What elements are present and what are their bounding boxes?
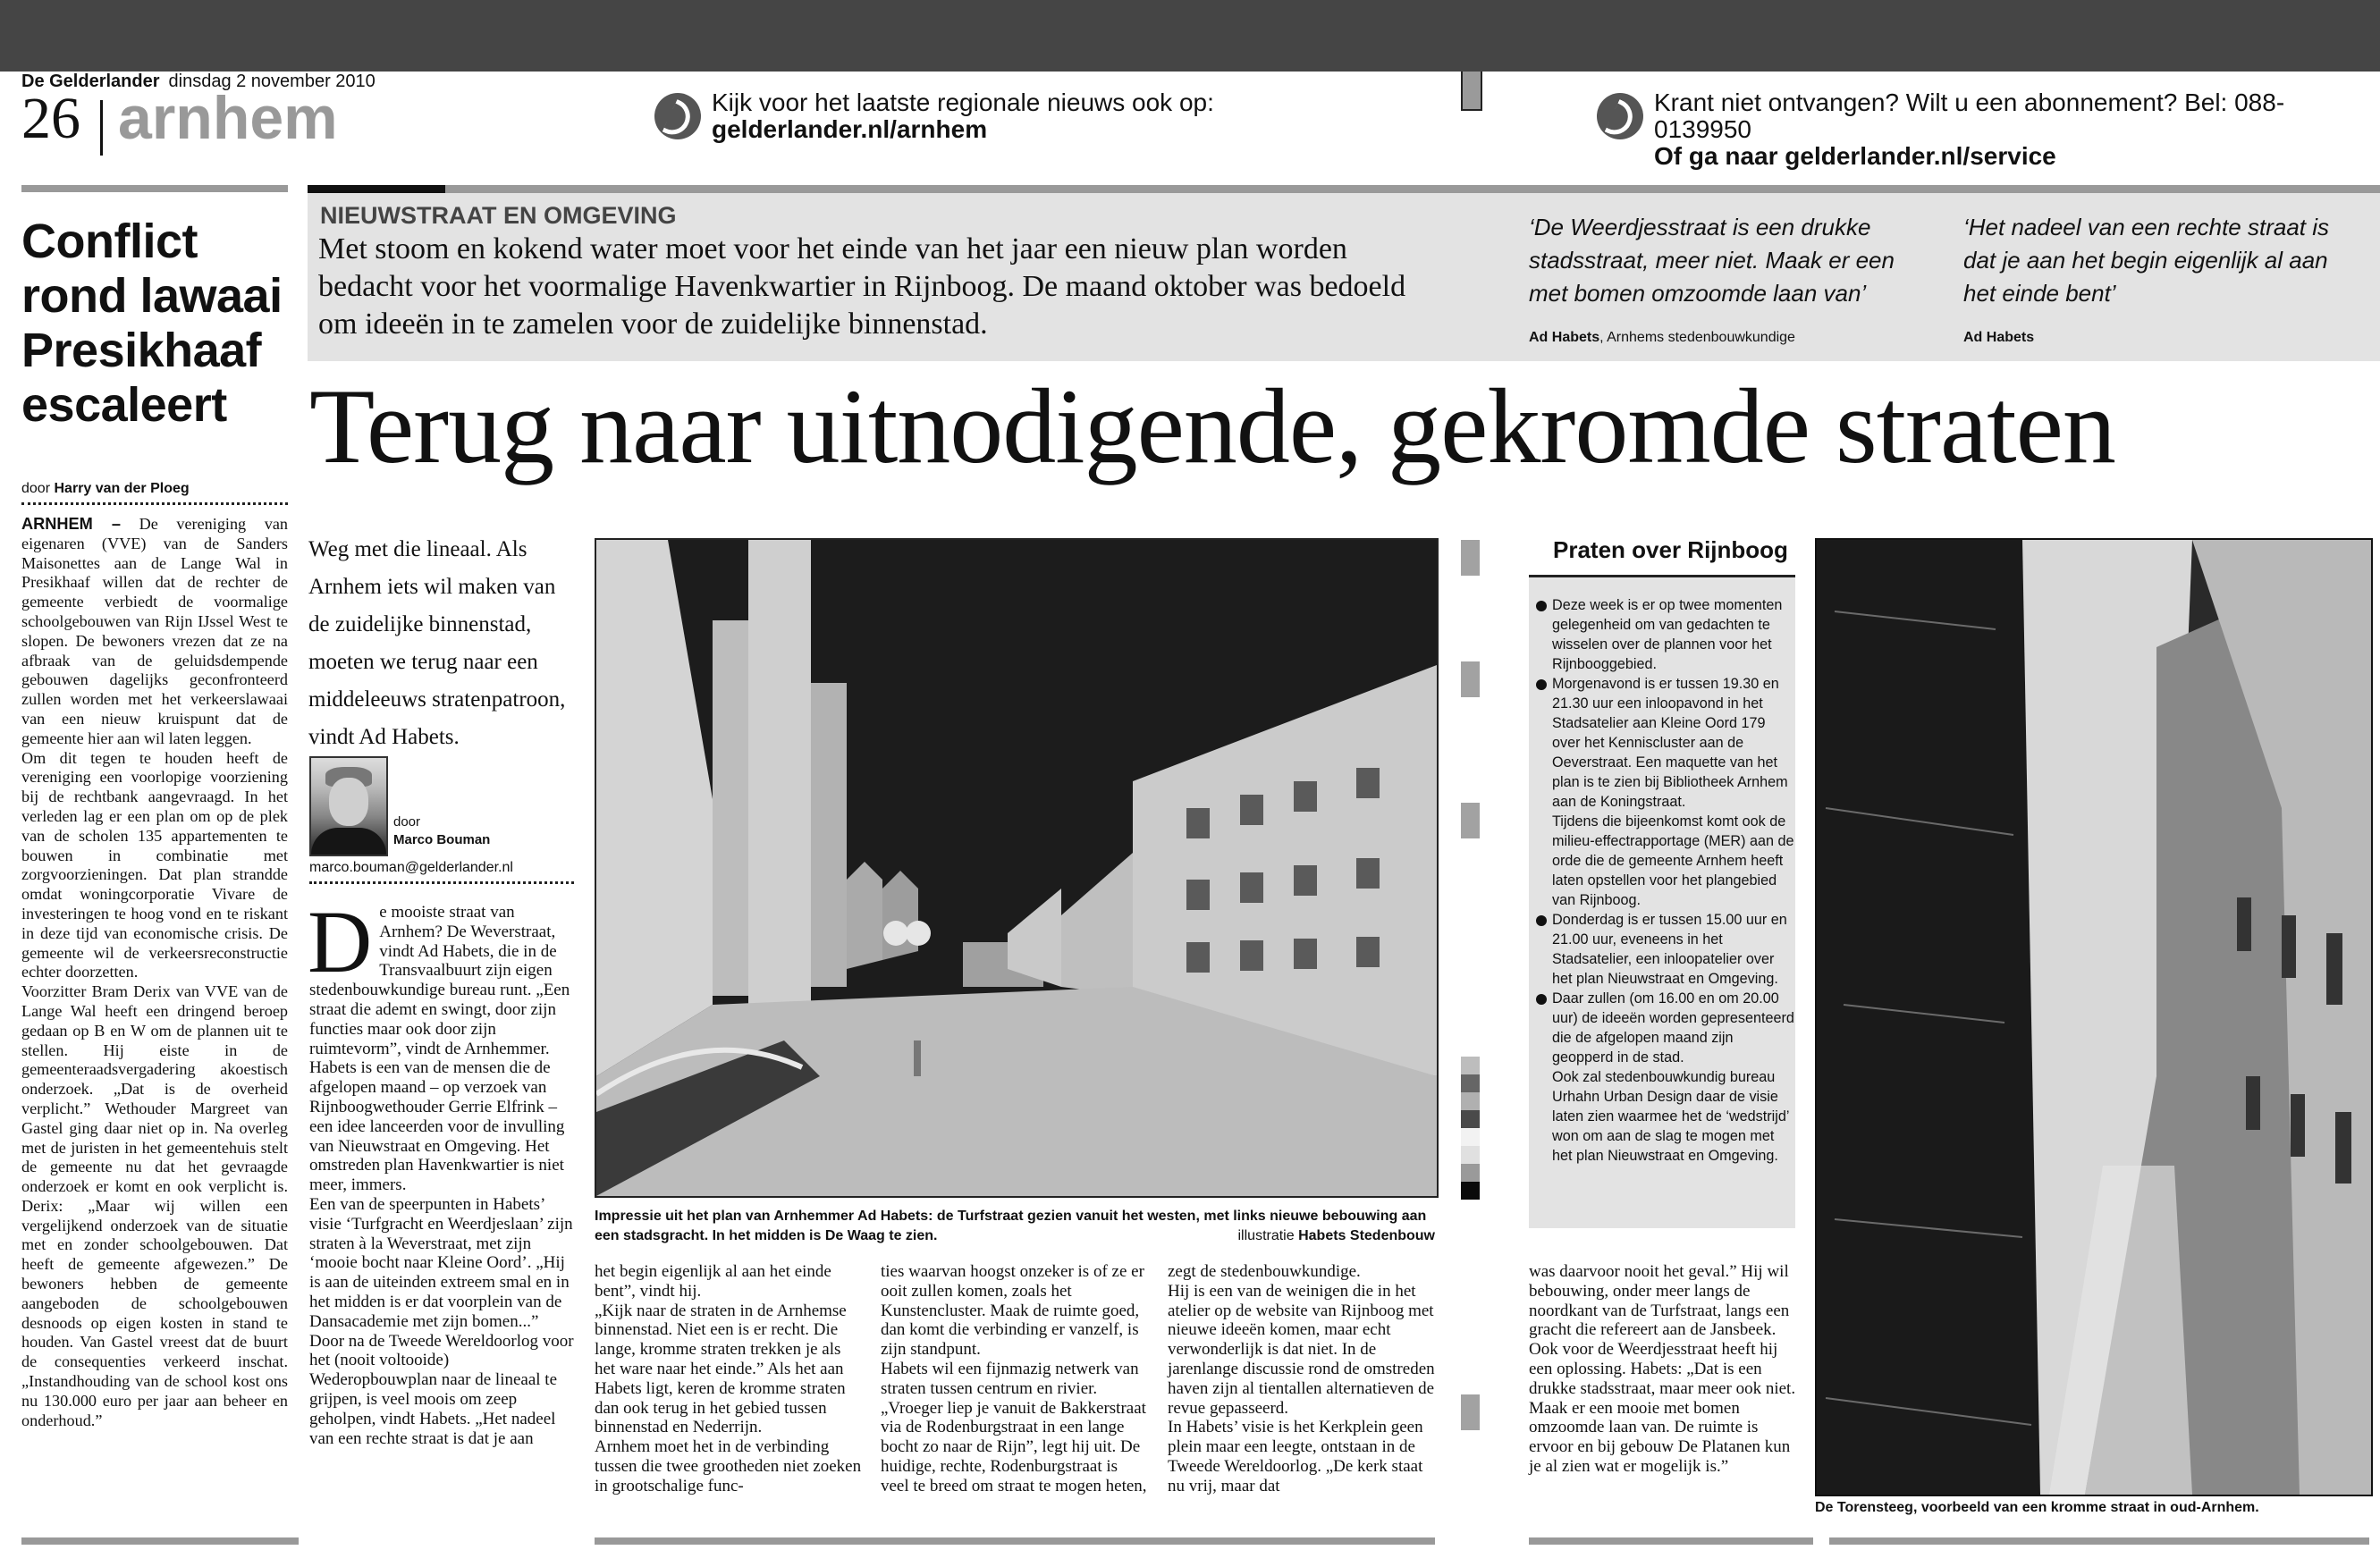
paragraph: ties waarvan hoogst onzeker is of ze er ooit zullen komen, zoals het Kunstencluster. Maak de ruimte goed, dan komt die verbinding er vanzelf, is zijn standpunt. [881,1262,1144,1360]
author-prefix: door [393,814,421,830]
paragraph: Een van de speerpunten in Habets’ visie ‘Turfgracht en Weerdjeslaan’ zijn straten à la Weverstraat, met zijn ‘mooie bocht naar Kleine Oord’. „Hij is aan de uiteinden extreem smal en in het midden is er dat voorplein van de Dansacademie met zijn bomen...” [309,1194,573,1331]
print-marker [1461,803,1480,838]
article-column-4 [1168,1262,1436,1496]
render-caption [595,1207,1435,1246]
paragraph: Voorzitter Bram Derix van VVE van de Lange Wal heeft een dringend beroep gedaan op B en W om de plannen uit te stellen. Hij eiste in de gemeenteraadsvergadering akoestisch onderzoek. „Dat is de overheid verplicht.” Wethouder Margreet van Gastel ging daar niet op in. Na overleg met de juristen in het gemeentehuis stelt de gemeente nu dat het gevraagde onderzoek er komt en ook verplicht is. Derix: „Maar wij willen een vergelijkend onderzoek van de situatie met en zonder schoolgebouwen. Dat heeft de gemeente afgewezen.” De bewoners hebben de gemeente aangeboden de schoolgebouwen desnoods op eigen kosten in stand te houden. Van Gastel vreest dat de buurt de consequenties verkeerd inschat. „Instandhouding van de school kost ons nu 130.000 euro per jaar aan beheer en onderhoud.” [21,982,288,1429]
author-byline [393,813,490,849]
paragraph: e mooiste straat van Arnhem? De Weverstraat, vindt Ad Habets, die in de Transvaalbuurt zijn eigen stedenbouwkundige bureau runt. „Een straat die ademt en swingt, door zijn functies maar ook door zijn ruimtevorm”, vindt de Arnhemmer. [309,903,570,1058]
promo-news-link[interactable]: gelderlander.nl/arnhem [712,115,988,143]
quote-attribution: Ad Habets [1963,330,2035,345]
info-list-item: Ook zal stedenbouwkundig bureau Urhahn Urban Design daar de visie laten zien waarmee het de ‘wedstrijd’ won om aan de slag te mogen met het plan Nieuwstraat en Omgeving. [1552,1069,1789,1164]
page-number: 26 [21,86,80,151]
pull-quote-2 [1963,211,2339,346]
dotted-divider [21,502,288,505]
info-list [1529,577,1795,1166]
author-email[interactable]: marco.bouman@gelderlander.nl [309,860,513,875]
paragraph: Om dit tegen te houden heeft de vereniging een voorlopige voorziening bij de rechtbank aangevraagd. In het verleden lag er een plan om op de plek van de scholen 135 appartementen te bouwen in combinatie met zorgvoorzieningen. Dat plan strandde omdat woningcorporatie Vivare de investeringen te hoog vond en te riskant in deze tijd van economische crisis. De gemeente wil de verkeersreconstructie echter doorzetten. [21,748,288,981]
kicker: NIEUWSTRAAT EN OMGEVING [320,202,677,229]
promo-service-link[interactable]: Of ga naar gelderlander.nl/service [1654,142,2056,170]
article-column-2 [595,1262,863,1496]
paragraph: Ook voor de Weerdjesstraat heeft hij een oplossing. Habets: „Dat is een drukke stadsstraat, maar meer ook niet. Maak er een mooie met bomen omzoomde laan van. De ruimte is ervoor en bij gebouw De Platanen kun je al zien wat er mogelijk is.” [1529,1340,1796,1476]
bottom-rule [1829,1537,2369,1545]
print-marker [1461,661,1480,697]
left-article-byline [21,481,288,497]
info-box-title: Praten over Rijnboog [1553,536,1788,563]
hand-phone-icon [1597,93,1643,139]
info-list-item: Daar zullen (om 16.00 en om 20.00 uur) de ideeën worden gepresenteerd die de afgelopen maand zijn geopperd in de stad. [1536,989,1795,1067]
bottom-rule [21,1537,299,1545]
dateline: ARNHEM – [21,515,122,533]
info-list-item: Morgenavond is er tussen 19.30 en 21.30 uur een inloopavond in het Stadsatelier aan Kleine Oord 179 over het Kenniscluster aan de Oeverstraat. Een maquette van het plan is te zien bij Bibliotheek Arnhem aan de Koningstraat. [1536,674,1795,812]
sketch-image [1817,540,2371,1495]
color-swatch [1461,1182,1480,1200]
left-article-headline: Conflict rond lawaai Presikhaaf escaleert [21,215,283,432]
info-list-item: Tijdens die bijeenkomst komt ook de milieu-effectrapportage (MER) aan de orde die de gemeente Arnhem heeft laten opstellen voor het plangebied van Rijnboog. [1552,813,1794,908]
viewer-top-bar [0,0,2380,72]
torensteeg-sketch [1815,538,2373,1496]
street-render-illustration [595,538,1439,1198]
bottom-rule [595,1537,1435,1545]
issue-date: dinsdag 2 november 2010 [168,72,376,91]
main-headline: Terug naar uitnodigende, gekromde straten [309,366,2115,485]
info-box [1529,575,1795,1228]
article-column-5 [1529,1262,1797,1477]
image-credit: illustratie Habets Stedenbouw [1237,1228,1435,1243]
lead-top-rule-accent [308,185,445,193]
bottom-rule [1529,1537,1813,1545]
quote-text: ‘Het nadeel van een rechte straat is dat je aan het begin eigenlijk al aan het einde bent’ [1963,214,2330,307]
color-swatch [1461,1128,1480,1146]
pull-quote-1 [1529,211,1904,346]
hand-phone-icon [654,93,701,139]
paragraph: zegt de stedenbouwkundige. [1168,1262,1361,1281]
drop-cap: D [308,892,373,991]
page-marker [1461,72,1482,111]
color-swatch [1461,1074,1480,1092]
paper-title: De Gelderlander [21,72,160,91]
paragraph: was daarvoor nooit het geval.” Hij wil bebouwing, onder meer langs de noordkant van de Turfstraat, langs een gracht die refereert aan de Jansbeek. [1529,1262,1790,1340]
color-swatch [1461,1110,1480,1128]
color-swatch [1461,1146,1480,1164]
info-list-item: Donderdag is er tussen 15.00 uur en 21.00 uur, eveneens in het Stadsatelier, een inloopatelier over het plan Nieuwstraat en Omgeving. [1536,910,1795,989]
promo-news[interactable] [654,89,1214,143]
article-column-3 [881,1262,1149,1496]
promo-news-line: Kijk voor het laatste regionale nieuws ook op: [712,88,1214,116]
caption-text: Impressie uit het plan van Arnhemmer Ad Habets: de Turfstraat gezien vanuit het westen, met links nieuwe bebouwing aan een stadsgracht. In het midden is De Waag te zien. [595,1209,1427,1243]
article-column-1 [308,892,576,1448]
promo-service[interactable] [1597,89,2380,170]
paragraph: In Habets’ visie is het Kerkplein geen plein maar een leegte, ontstaan in de Tweede Wereldoorlog. „De kerk staat nu vrij, maar dat [1168,1418,1423,1495]
paragraph: Arnhem moet het in de verbinding tussen die twee grootheden niet zoeken in grootschalige func- [595,1437,862,1495]
color-swatch [1461,1057,1480,1074]
byline-prefix: door [21,481,51,496]
left-article-body [21,515,288,1430]
promo-service-line: Krant niet ontvangen? Wilt u een abonnement? Bel: 088-0139950 [1654,88,2285,143]
info-list-item: Deze week is er op twee momenten gelegenheid om van gedachten te wisselen over de plannen voor het Rijnbooggebied. [1536,595,1795,674]
print-marker [1461,540,1480,576]
lead-text: Met stoom en kokend water moet voor het einde van het jaar een nieuw plan worden bedacht voor het voormalige Havenkwartier in Rijnboog. De maand oktober was bedoeld om ideeën in te zamelen voor de zuidelijke binnenstad. [318,232,1406,341]
page-separator [100,100,103,156]
paragraph: De vereniging van eigenaren (VVE) van de Sanders Maisonettes aan de Lange Wal in Presikhaaf willen dat de rechter de gemeente verbiedt de voormalige schoolgebouwen van Rijn IJssel West te slopen. De bewoners vrezen dat ze na afbraak van de geluidsdempende gebouwen dagelijks geconfronteerd zullen worden met het verkeerslawaai van een nieuw kruispunt dat de gemeente hier aan wil laten leggen. [21,515,288,747]
article-intro: Weg met die lineaal. Als Arnhem iets wil maken van de zuidelijke binnenstad, moeten we terug naar een middeleeuws stratenpatroon, vindt Ad Habets. [308,537,566,749]
paragraph: Habets is een van de mensen die de afgelopen maand – op verzoek van Rijnboogwethouder Gerrie Elfrink – een idee lanceerden voor de invulling van Nieuwstraat en Omgeving. Het omstreden plan Havenkwartier is niet meer, immers. [309,1058,565,1195]
left-column-rule [21,185,288,192]
author-name: Marco Bouman [393,832,491,847]
paragraph: Hij is een van de weinigen die in het atelier op de website van Rijnboog met nieuwe ideeën komen, maar echt verwonderlijk is dat niet. In de jarenlange discussie rond de omstreden haven zijn al tientallen alternatieven de revue gepasseerd. [1168,1281,1435,1418]
paragraph: het begin eigenlijk al aan het einde bent”, vindt hij. [595,1262,831,1301]
author-photo [309,756,388,856]
paragraph: Habets wil een fijnmazig netwerk van straten tussen centrum en rivier. „Vroeger liep je vanuit de Bakkerstraat via de Rodenburgstraat in een lange bocht zo naar de Rijn”, legt hij uit. De huidige, rechte, Rodenburgstraat is veel te breed om straat te mogen heten, [881,1359,1147,1495]
paragraph: „Kijk naar de straten in de Arnhemse binnenstad. Niet een is er recht. Die lange, kromme straten trekken je als het ware naar het einde.” Als het aan Habets ligt, keren de kromme straten dan ook terug in het gebied tussen binnenstad en Nederrijn. [595,1301,847,1437]
quote-text: ‘De Weerdjesstraat is een drukke stadsstraat, meer niet. Maak er een met bomen omzoomde laan van’ [1529,214,1895,307]
quote-attribution: Ad Habets, Arnhems stedenbouwkundige [1529,330,1795,345]
byline-author: Harry van der Ploeg [54,481,190,496]
color-swatch [1461,1092,1480,1110]
sketch-caption: De Torensteeg, voorbeeld van een kromme straat in oud-Arnhem. [1815,1500,2259,1515]
color-swatch [1461,1164,1480,1182]
dotted-divider [309,881,574,884]
section-name: arnhem [118,84,338,152]
paragraph: Door na de Tweede Wereldoorlog voor het (nooit voltooide) Wederopbouwplan naar de lineaal te grijpen, is veel moois om zeep geholpen, vindt Habets. „Het nadeel van een rechte straat is dat je aan [309,1331,574,1448]
print-marker [1461,1394,1480,1430]
render-image [596,540,1437,1196]
lead-top-rule [308,185,2380,193]
